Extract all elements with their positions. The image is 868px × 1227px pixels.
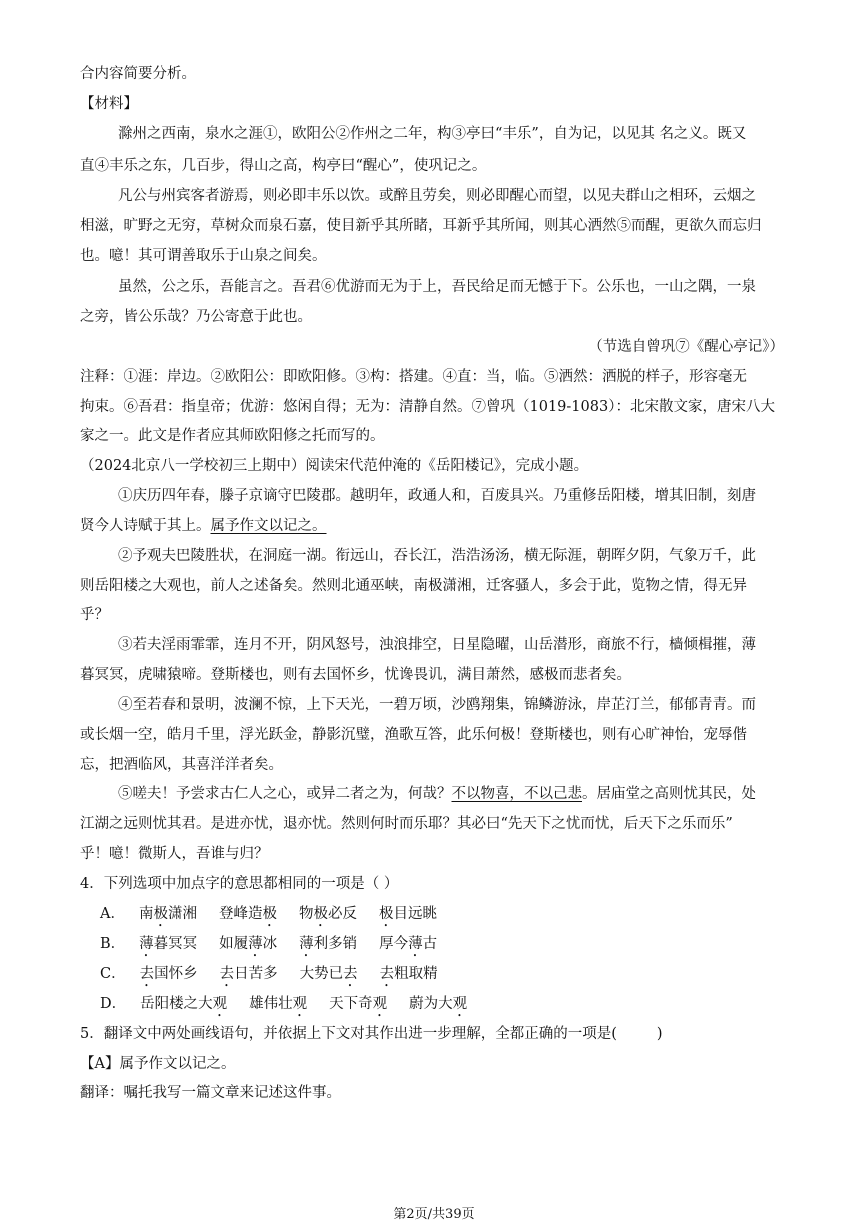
page-number: 第2页/共39页 [393,1207,475,1222]
section-heading: 【材料】 [80,96,138,112]
dotted-char: 观 [292,996,308,1012]
option-text: 必反 [327,906,357,922]
text-line [80,516,327,536]
text-line: 暮冥冥，虎啸猿啼。登斯楼也，则有去国怀乡，忧谗畏讥，满目萧然，感极而悲者矣。 [80,667,631,683]
option-text: 国怀乡 [154,966,198,982]
text-line: 则岳阳楼之大观也，前人之述备矣。然则北通巫峡，南极潇湘，迁客骚人，多会于此，览物之情，得无异 [80,578,747,594]
option-text: 物 [298,906,314,922]
dotted-char: 去 [343,966,358,982]
text-line: 乎？ [80,607,109,623]
option-text: 南 [138,906,154,922]
text-line: 之旁，皆公乐哉？乃公寄意于此也。 [80,309,312,325]
question-intro: （2024北京八一学校初三上期中）阅读宋代范仲淹的《岳阳楼记》，完成小题。 [80,458,589,474]
dotted-char: 去 [379,966,395,982]
text-line: 直④丰乐之东，几百步，得山之高，构亭曰“醒心”，使巩记之。 [80,158,487,174]
option-c[interactable] [100,964,438,990]
option-text: 冰 [262,936,278,952]
dotted-char: 观 [212,996,228,1012]
annotation-line: 注释：①涯：岸边。②欧阳公：即欧阳修。③构：搭建。④直：当，临。⑤洒然：洒脱的样子，形容毫无 [80,369,747,385]
text-span: ) [656,1026,663,1042]
text-line [118,784,756,804]
option-d[interactable] [100,994,467,1020]
text-line: 忘，把酒临风，其喜洋洋者矣。 [80,757,283,773]
answer-a-translation: 翻译：嘱托我写一篇文章来记述这件事。 [80,1085,341,1101]
text-line: ②予观夫巴陵胜状，在洞庭一湖。衔远山，吞长江，浩浩汤汤，横无际涯，朝晖夕阴，气象万千，此 [118,548,756,564]
text-span: 。居庙堂之高则忧其民，处 [582,786,756,802]
option-text: 天下奇 [329,996,373,1012]
option-label: B． [100,936,126,952]
option-text: 大势已 [299,966,344,982]
text-line: 或长烟一空，皓月千里，浮光跃金，静影沉璧，渔歌互答，此乐何极！登斯楼也，则有心旷神怡，宠辱偕 [80,727,747,743]
dotted-char: 极 [153,906,168,922]
dotted-char: 去 [139,966,155,982]
option-text: 岳阳楼之大 [140,996,213,1012]
annotation-line: 家之一。此文是作者应其师欧阳修之托而写的。 [80,428,385,444]
dotted-char: 薄 [139,936,154,952]
option-text: 利多销 [313,936,358,952]
option-text: 如履 [219,936,249,952]
text-line: ④至若春和景明，波澜不惊，上下天光，一碧万顷，沙鸥翔集，锦鳞游泳，岸芷汀兰，郁郁青青。而 [118,697,756,713]
dotted-char: 极 [262,906,277,922]
option-text: 厚今 [379,936,409,952]
option-label: D． [100,996,127,1012]
text-line [118,124,746,144]
dotted-char: 薄 [248,936,263,952]
underlined-sentence: 不以物喜，不以己悲 [451,786,582,802]
annotation-line: 拘束。⑥吾君：指皇帝；优游：悠闲自得；无为：清静自然。⑦曾巩（1019-1083）：北宋散文家，唐宋八大 [80,399,775,415]
dotted-char: 极 [378,906,394,922]
source-attribution: （节选自曾巩⑦《醒心亭记》） [588,339,784,355]
option-text: 日苦多 [234,966,278,982]
option-text: 暮冥冥 [153,936,198,952]
option-text: 登峰造 [218,906,263,922]
text-line: 也。噫！其可谓善取乐于山泉之间矣。 [80,248,327,264]
option-b[interactable] [100,934,437,960]
option-a[interactable] [100,904,437,930]
dotted-char: 极 [313,906,328,922]
option-text: 目远眺 [393,906,437,922]
underlined-sentence: 属予作文以记之。 [210,518,327,534]
text-line: 乎！噫！微斯人，吾谁与归？ [80,846,269,862]
question-5-stem [80,1024,663,1044]
text-line: 相滋，旷野之无穷，草树众而泉石嘉，使目新乎其所睹，耳新乎其所闻，则其心洒然⑤而醒，更欲久而忘归 [80,218,762,234]
text-span: ⑤嗟夫！予尝求古仁人之心，或异二者之为，何哉？ [118,786,452,802]
option-label: C． [100,966,126,982]
text-span: 贤今人诗赋于其上。 [80,518,211,534]
option-text: 潇湘 [167,906,197,922]
text-line: ①庆历四年春，滕子京谪守巴陵郡。越明年，政通人和，百废具兴。乃重修岳阳楼，增其旧制，刻唐 [118,488,756,504]
text-line: 合内容简要分析。 [80,66,196,82]
question-4-stem: 4．下列选项中加点字的意思都相同的一项是（ ） [80,876,399,892]
dotted-char: 薄 [408,936,423,952]
dotted-char: 观 [372,996,388,1012]
dotted-char: 薄 [299,936,314,952]
text-line: 凡公与州宾客者游焉，则必即丰乐以饮。或醉且劳矣，则必即醒心而望，以见夫群山之相环，云烟之 [118,188,756,204]
option-text: 粗取精 [394,966,438,982]
option-text: 古 [422,936,438,952]
dotted-char: 观 [452,996,468,1012]
answer-a-heading: 【A】属予作文以记之。 [80,1056,236,1072]
text-span: 滁州之西南，泉水之涯①，欧阳公②作州之二年，构③亭曰“丰乐”，自为记，以见其 [118,126,655,142]
option-text: 雄伟壮 [249,996,293,1012]
option-text: 蔚为大 [409,996,453,1012]
text-span: 5．翻译文中两处画线语句，并依据上下文对其作出进一步理解，全都正确的一项是( [80,1026,617,1042]
option-label: A． [100,906,125,922]
dotted-char: 去 [219,966,235,982]
text-line: 虽然，公之乐，吾能言之。吾君⑥优游而无为于上，吾民给足而无憾于下。公乐也，一山之隅，一泉 [118,279,756,295]
text-span: 名之义。既又 [659,126,747,142]
text-line: 江湖之远则忧其君。是进亦忧，退亦忧。然则何时而乐耶？其必曰“先天下之忧而忧，后天下之乐而乐” [80,816,733,832]
text-line: ③若夫淫雨霏霏，连月不开，阴风怒号，浊浪排空，日星隐曜，山岳潜形，商旅不行，樯倾楫摧，薄 [118,637,756,653]
